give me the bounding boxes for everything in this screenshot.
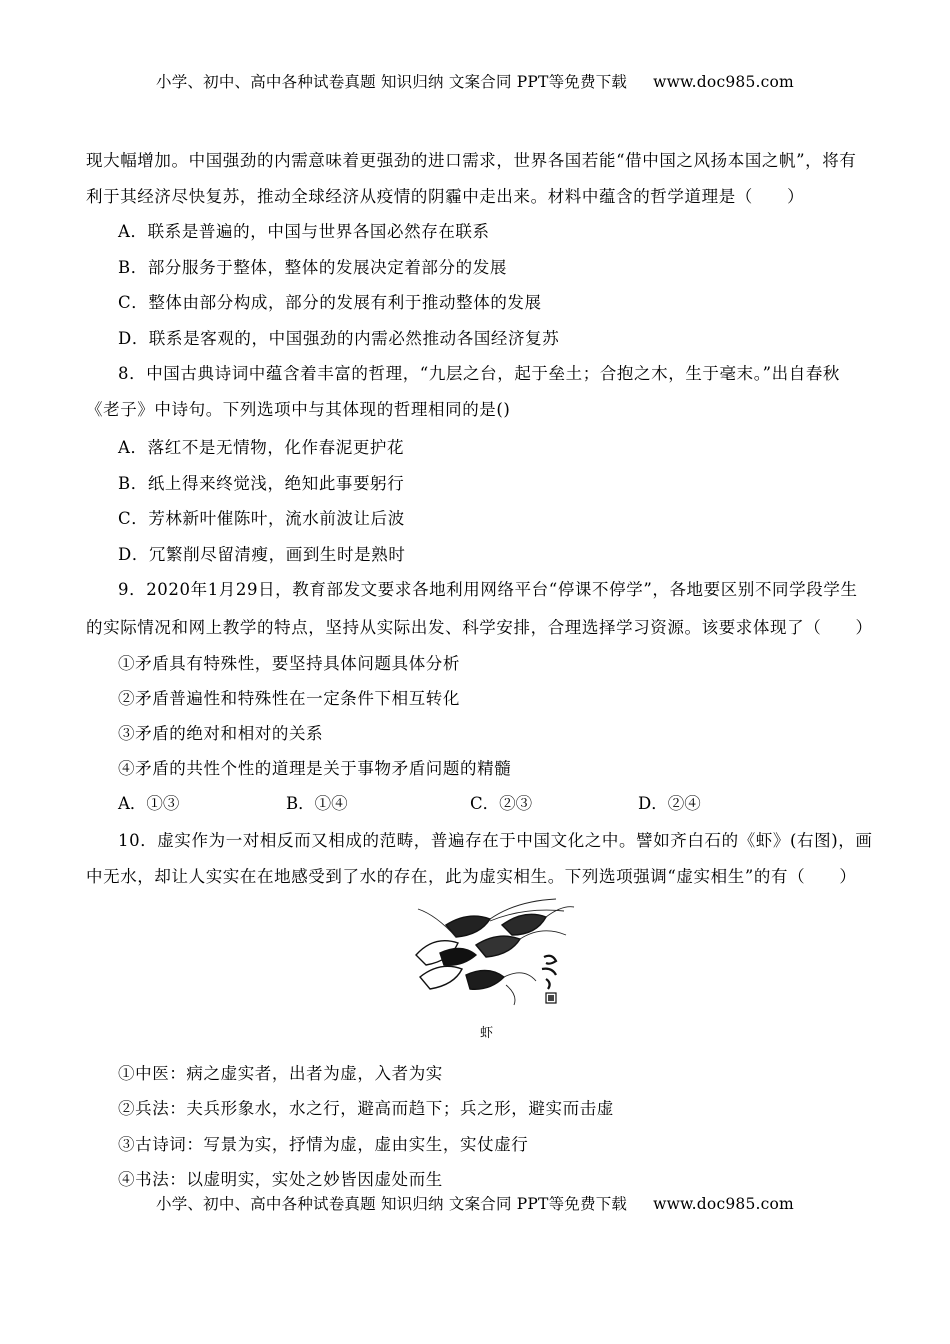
q10-item-4: ④书法：以虚明实，实处之妙皆因虚处而生 xyxy=(118,1170,443,1189)
q9-choice-b: B．①④ xyxy=(286,794,348,813)
q10-stem-line-1: 10．虚实作为一对相反而又相成的范畴，普遍存在于中国文化之中。譬如齐白石的《虾》(右图)，画 xyxy=(118,831,873,850)
q8-stem-line-2: 《老子》中诗句。下列选项中与其体现的哲理相同的是() xyxy=(86,400,511,419)
q7-continuation-line-2: 利于其经济尽快复苏，推动全球经济从疫情的阴霾中走出来。材料中蕴含的哲学道理是（ ） xyxy=(86,187,805,206)
q8-option-c: C．芳林新叶催陈叶，流水前波让后波 xyxy=(118,509,405,528)
q9-choice-c: C．②③ xyxy=(470,794,533,813)
q8-option-d: D．冗繁削尽留清瘦，画到生时是熟时 xyxy=(118,545,406,564)
q10-item-2: ②兵法：夫兵形象水，水之行，避高而趋下；兵之形，避实而击虚 xyxy=(118,1099,614,1118)
q9-item-2: ②矛盾普遍性和特殊性在一定条件下相互转化 xyxy=(118,689,460,708)
q9-choices xyxy=(118,790,758,812)
header-site: www.doc985.com xyxy=(653,73,794,91)
header-text: 小学、初中、高中各种试卷真题 知识归纳 文案合同 PPT等免费下载 xyxy=(156,73,628,91)
page-footer xyxy=(0,1192,950,1214)
shrimp-painting-figure xyxy=(406,895,576,1015)
q7-option-c: C．整体由部分构成，部分的发展有利于推动整体的发展 xyxy=(118,293,542,312)
q9-item-4: ④矛盾的共性个性的道理是关于事物矛盾问题的精髓 xyxy=(118,759,512,778)
q9-stem-line-2: 的实际情况和网上教学的特点，坚持从实际出发、科学安排，合理选择学习资源。该要求体现了（ ） xyxy=(86,618,873,637)
page-header xyxy=(0,70,950,92)
q9-item-3: ③矛盾的绝对和相对的关系 xyxy=(118,724,324,743)
q8-option-a: A．落红不是无情物，化作春泥更护花 xyxy=(118,438,405,457)
q10-stem-line-2: 中无水，却让人实实在在地感受到了水的存在，此为虚实相生。下列选项强调“虚实相生”的有（ ） xyxy=(86,867,857,886)
q9-choice-a: A．①③ xyxy=(118,794,180,813)
q7-continuation-line-1: 现大幅增加。中国强劲的内需意味着更强劲的进口需求，世界各国若能“借中国之风扬本国之帆”，将有 xyxy=(86,151,857,170)
q8-option-b: B．纸上得来终觉浅，绝知此事要躬行 xyxy=(118,474,405,493)
q8-stem-line-1: 8．中国古典诗词中蕴含着丰富的哲理，“九层之台，起于垒土；合抱之木，生于毫末。”出自春秋 xyxy=(118,364,841,383)
q10-item-1: ①中医：病之虚实者，出者为虚，入者为实 xyxy=(118,1064,443,1083)
figure-caption: 虾 xyxy=(480,1026,494,1041)
q7-option-a: A．联系是普遍的，中国与世界各国必然存在联系 xyxy=(118,222,490,241)
q10-item-3: ③古诗词：写景为实，抒情为虚，虚由实生，实仗虚行 xyxy=(118,1135,529,1154)
footer-text: 小学、初中、高中各种试卷真题 知识归纳 文案合同 PPT等免费下载 xyxy=(156,1195,628,1213)
q7-option-d: D．联系是客观的，中国强劲的内需必然推动各国经济复苏 xyxy=(118,329,560,348)
q7-option-b: B．部分服务于整体，整体的发展决定着部分的发展 xyxy=(118,258,507,277)
q9-choice-d: D．②④ xyxy=(638,794,701,813)
footer-site: www.doc985.com xyxy=(653,1195,794,1213)
q9-item-1: ①矛盾具有特殊性，要坚持具体问题具体分析 xyxy=(118,654,460,673)
q9-stem-line-1: 9．2020年1月29日，教育部发文要求各地利用网络平台“停课不停学”，各地要区别不同学段学生 xyxy=(118,580,858,599)
